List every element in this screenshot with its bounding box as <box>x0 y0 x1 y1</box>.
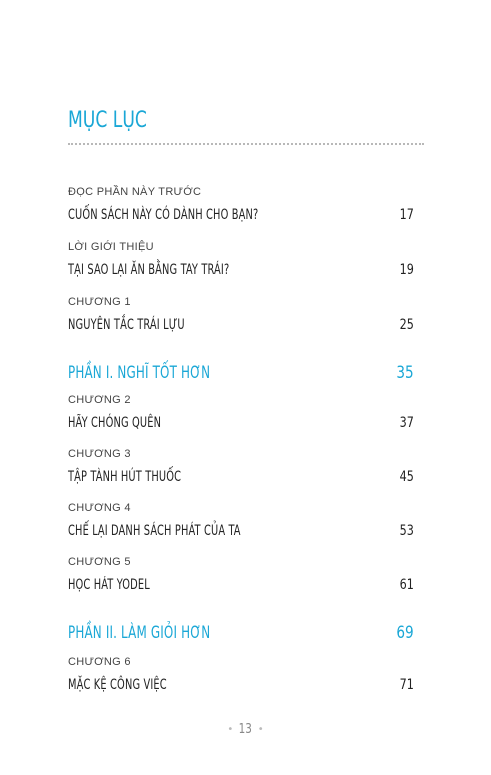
entry-title: TẬP TÀNH HÚT THUỐC <box>68 469 182 485</box>
section-label: CHƯƠNG 4 <box>68 502 131 514</box>
entry-page-number: 45 <box>399 469 414 485</box>
entry-title: TẠI SAO LẠI ĂN BẰNG TAY TRÁI? <box>68 262 230 278</box>
toc-entry[interactable] <box>68 241 414 282</box>
toc-entry[interactable] <box>68 394 414 435</box>
entry-page-number: 61 <box>399 577 414 593</box>
part-title: PHẦN II. LÀM GIỎI HƠN <box>68 623 211 643</box>
section-label: ĐỌC PHẦN NÀY TRƯỚC <box>68 186 202 198</box>
toc-entry[interactable] <box>68 556 414 597</box>
section-label: CHƯƠNG 6 <box>68 656 131 668</box>
entry-title: HỌC HÁT YODEL <box>68 577 150 593</box>
toc-entry[interactable] <box>68 656 414 697</box>
toc-entry[interactable] <box>68 448 414 489</box>
part-title: PHẦN I. NGHĨ TỐT HƠN <box>68 363 211 383</box>
section-label: CHƯƠNG 2 <box>68 394 131 406</box>
entry-page-number: 53 <box>399 523 414 539</box>
entry-page-number: 17 <box>399 207 414 223</box>
section-label: CHƯƠNG 3 <box>68 448 131 460</box>
entry-title: NGUYÊN TẮC TRÁI LỰU <box>68 317 185 333</box>
toc-entry[interactable] <box>68 502 414 543</box>
entry-page-number: 19 <box>399 262 414 278</box>
part-page-number: 69 <box>396 623 414 643</box>
bullet-icon: • <box>257 724 264 735</box>
dotted-divider <box>68 143 424 145</box>
bullet-icon: • <box>227 724 234 735</box>
entry-page-number: 71 <box>399 677 414 693</box>
toc-part[interactable] <box>68 623 414 645</box>
entry-title: HÃY CHÓNG QUÊN <box>68 415 162 431</box>
entry-title: MẶC KỆ CÔNG VIỆC <box>68 677 167 693</box>
section-label: CHƯƠNG 5 <box>68 556 131 568</box>
section-label: LỜI GIỚI THIỆU <box>68 241 154 253</box>
page-number: 13 <box>238 722 253 737</box>
toc-entry[interactable] <box>68 186 414 227</box>
page-title: MỤC LỤC <box>68 108 147 133</box>
entry-page-number: 25 <box>399 317 414 333</box>
entry-title: CUỐN SÁCH NÀY CÓ DÀNH CHO BẠN? <box>68 207 259 223</box>
entry-page-number: 37 <box>399 415 414 431</box>
part-page-number: 35 <box>396 363 414 383</box>
toc-entry[interactable] <box>68 296 414 337</box>
section-label: CHƯƠNG 1 <box>68 296 131 308</box>
page-footer <box>0 722 491 737</box>
toc-part[interactable] <box>68 363 414 385</box>
entry-title: CHẾ LẠI DANH SÁCH PHÁT CỦA TA <box>68 523 241 539</box>
